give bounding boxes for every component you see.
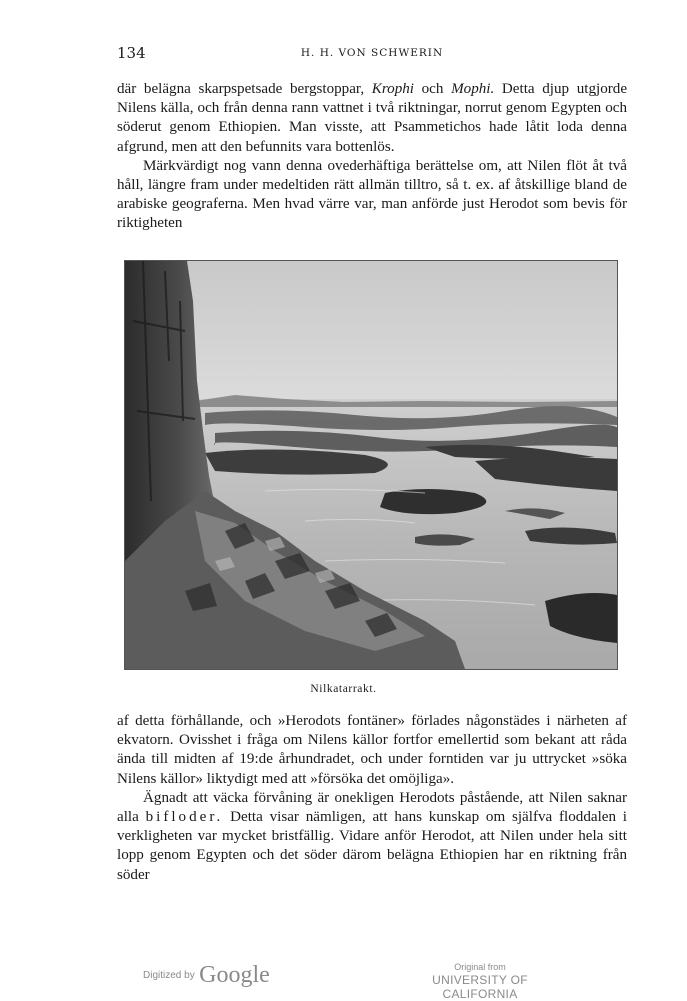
paragraph-3: af detta förhållande, och »Herodots fontäner» förlades någonstädes i närheten af ekvatorn. Ovisshet i fråga om Nilens källor fortfor emellertid som bekant att råda ända till midten af 19:de århundradet, och under forntiden var ju uttrycket »söka Nilens källor» liktydigt med att »försöka det omöjliga». xyxy=(117,713,627,787)
paragraph-1 xyxy=(117,80,627,157)
source-notice xyxy=(400,962,560,1001)
text-block-top xyxy=(117,80,627,234)
paragraph-1-text-a: där belägna skarpspetsade bergstoppar, xyxy=(117,81,372,97)
paragraph-4 xyxy=(117,789,627,885)
paragraph-1-conj: och xyxy=(413,81,452,97)
cataract-photograph xyxy=(124,260,618,670)
mophi-term: Mophi. xyxy=(451,81,495,97)
paragraph-2: Märkvärdigt nog vann denna ovederhäftiga berättelse om, att Nilen flöt åt två håll, längre fram under medeltiden rätt allmän tilltro, så t. ex. af åtskillige bland de arabiske geograferna. Men hvad värre var, man anförde just Herodot som bevis för riktigheten xyxy=(117,157,627,232)
figure-caption: Nilkatarrakt. xyxy=(310,683,377,695)
text-block-bottom xyxy=(117,712,627,885)
page-header xyxy=(117,44,627,66)
google-logo: Google xyxy=(199,962,270,988)
paragraph-4-text-a: Ägnadt att väcka förvåning är onekligen Herodots påstående, att Nilen saknar alla xyxy=(117,789,627,826)
page-number: 134 xyxy=(117,44,146,62)
digitization-notice xyxy=(143,962,270,988)
bifloder-term: bifloder. xyxy=(145,809,224,826)
original-from-label: Original from xyxy=(454,962,506,972)
krophi-term: Krophi xyxy=(371,81,414,97)
paragraph-1-text-b: Detta djup utgjorde Nilens källa, och från denna rann vattnet i två riktningar, norrut genom Egypten och söderut genom Ethiopien. Man visste, att Psammetichos hade låtit loda denna afgrund, men att den befunnits vara bottenlös. xyxy=(117,81,628,155)
digitized-by-label: Digitized by xyxy=(143,970,195,981)
running-head: H. H. VON SCHWERIN xyxy=(300,47,444,59)
university-label: UNIVERSITY OF CALIFORNIA xyxy=(432,973,528,1001)
paragraph-4-text-b: Detta visar nämligen, att hans kunskap om själfva floddalen i verkligheten var mycket bristfällig. Vidare anför Herodot, att Nilen under hela sitt lopp genom Egypten och det söder därom belägna Ethiopien har en riktning från söder xyxy=(117,809,628,883)
